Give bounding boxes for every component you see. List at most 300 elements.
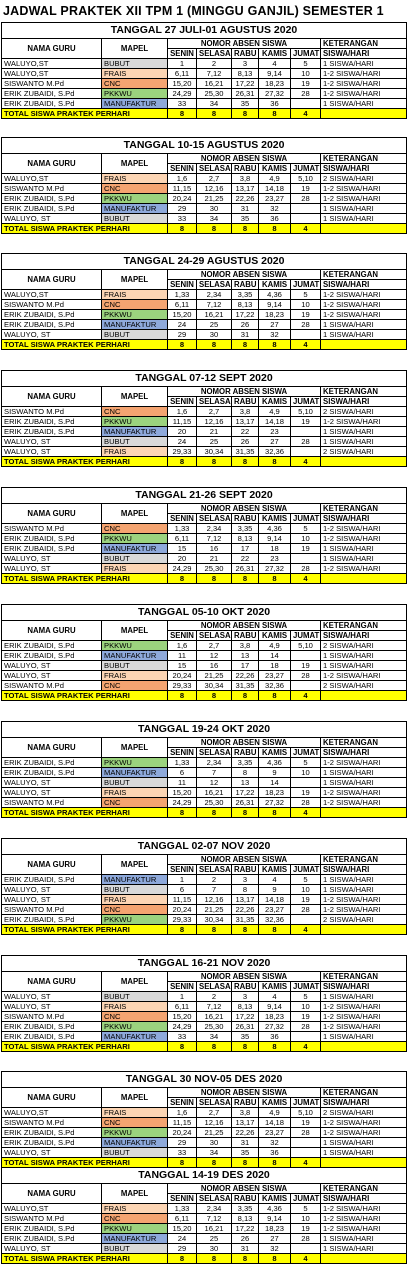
cell-nama-guru: WALUYO, ST bbox=[2, 671, 102, 681]
cell-absen-selasa: 2 bbox=[197, 875, 232, 885]
week-schedule bbox=[0, 137, 408, 234]
cell-keterangan: 2 SISWA/HARI bbox=[321, 447, 407, 457]
cell-nama-guru: ERIK ZUBAIDI, S.Pd bbox=[2, 320, 102, 330]
cell-absen-selasa: 21,25 bbox=[197, 671, 232, 681]
cell-absen-selasa: 30 bbox=[197, 1244, 232, 1254]
cell-mapel: PKKWU bbox=[102, 534, 168, 544]
cell-absen-senin: 15,20 bbox=[168, 310, 197, 320]
cell-nama-guru: SISWANTO M.Pd bbox=[2, 79, 102, 89]
table-row bbox=[2, 1234, 407, 1244]
table-row bbox=[2, 1138, 407, 1148]
cell-absen-kamis: 4,36 bbox=[259, 1204, 291, 1214]
table-row bbox=[2, 1224, 407, 1234]
col-header-nomor-absen: NOMOR ABSEN SISWA bbox=[168, 154, 321, 164]
cell-nama-guru: ERIK ZUBAIDI, S.Pd bbox=[2, 1138, 102, 1148]
cell-nama-guru: WALUYO, ST bbox=[2, 330, 102, 340]
col-header-day: KAMIS bbox=[259, 49, 291, 59]
col-header-nama-guru: NAMA GURU bbox=[2, 387, 102, 407]
cell-absen-kamis: 18,23 bbox=[259, 1012, 291, 1022]
total-value: 8 bbox=[197, 224, 232, 234]
table-row bbox=[2, 885, 407, 895]
col-header-nama-guru: NAMA GURU bbox=[2, 270, 102, 290]
cell-keterangan: 1-2 SISWA/HARI bbox=[321, 1022, 407, 1032]
col-header-nama-guru: NAMA GURU bbox=[2, 504, 102, 524]
week-schedule bbox=[0, 253, 408, 350]
cell-absen-selasa: 25 bbox=[197, 320, 232, 330]
cell-absen-jumat bbox=[291, 1032, 321, 1042]
cell-keterangan: 1-2 SISWA/HARI bbox=[321, 1224, 407, 1234]
total-label: TOTAL SISWA PRAKTEK PERHARI bbox=[2, 691, 168, 701]
cell-absen-kamis: 32 bbox=[259, 1244, 291, 1254]
cell-mapel: CNC bbox=[102, 1012, 168, 1022]
cell-absen-senin: 29 bbox=[168, 330, 197, 340]
cell-nama-guru: ERIK ZUBAIDI, S.Pd bbox=[2, 194, 102, 204]
cell-absen-rabu: 13,17 bbox=[232, 184, 259, 194]
cell-absen-senin: 11,15 bbox=[168, 417, 197, 427]
total-value: 8 bbox=[232, 109, 259, 119]
cell-absen-jumat: 28 bbox=[291, 1128, 321, 1138]
table-row bbox=[2, 437, 407, 447]
cell-absen-rabu: 3,35 bbox=[232, 1204, 259, 1214]
cell-absen-rabu: 35 bbox=[232, 214, 259, 224]
cell-mapel: FRAIS bbox=[102, 447, 168, 457]
cell-keterangan: 1-2 SISWA/HARI bbox=[321, 895, 407, 905]
col-header-nomor-absen: NOMOR ABSEN SISWA bbox=[168, 1184, 321, 1194]
week-schedule bbox=[0, 838, 408, 935]
cell-nama-guru: WALUYO, ST bbox=[2, 788, 102, 798]
cell-absen-senin: 15 bbox=[168, 661, 197, 671]
cell-absen-senin: 24 bbox=[168, 1234, 197, 1244]
cell-nama-guru: WALUYO, ST bbox=[2, 564, 102, 574]
cell-absen-jumat: 19 bbox=[291, 788, 321, 798]
cell-absen-jumat: 28 bbox=[291, 564, 321, 574]
cell-keterangan: 1-2 SISWA/HARI bbox=[321, 905, 407, 915]
cell-absen-selasa: 7 bbox=[197, 885, 232, 895]
total-value: 8 bbox=[259, 808, 291, 818]
table-row bbox=[2, 915, 407, 925]
cell-absen-jumat: 5 bbox=[291, 875, 321, 885]
cell-nama-guru: SISWANTO M.Pd bbox=[2, 1118, 102, 1128]
cell-absen-rabu: 3 bbox=[232, 992, 259, 1002]
col-header-keterangan: KETERANGAN bbox=[321, 270, 407, 280]
cell-absen-selasa: 12 bbox=[197, 651, 232, 661]
total-row bbox=[2, 1042, 407, 1052]
cell-absen-jumat: 10 bbox=[291, 534, 321, 544]
total-row bbox=[2, 691, 407, 701]
cell-keterangan: 1-2 SISWA/HARI bbox=[321, 1012, 407, 1022]
col-header-nama-guru: NAMA GURU bbox=[2, 621, 102, 641]
cell-mapel: PKKWU bbox=[102, 1224, 168, 1234]
table-row bbox=[2, 447, 407, 457]
col-header-siswa-hari: SISWA/HARI bbox=[321, 1194, 407, 1204]
cell-absen-kamis: 27 bbox=[259, 437, 291, 447]
cell-absen-rabu: 26 bbox=[232, 320, 259, 330]
cell-absen-jumat: 28 bbox=[291, 905, 321, 915]
table-row bbox=[2, 194, 407, 204]
total-row bbox=[2, 574, 407, 584]
cell-absen-selasa: 12 bbox=[197, 778, 232, 788]
cell-absen-jumat: 19 bbox=[291, 661, 321, 671]
cell-absen-selasa: 7,12 bbox=[197, 300, 232, 310]
cell-keterangan: 1 SISWA/HARI bbox=[321, 1234, 407, 1244]
col-header-day: SELASA bbox=[197, 865, 232, 875]
cell-keterangan: 1 SISWA/HARI bbox=[321, 768, 407, 778]
cell-nama-guru: WALUYO, ST bbox=[2, 895, 102, 905]
total-label: TOTAL SISWA PRAKTEK PERHARI bbox=[2, 1042, 168, 1052]
total-value: 4 bbox=[291, 808, 321, 818]
cell-absen-kamis: 36 bbox=[259, 214, 291, 224]
week-schedule bbox=[0, 604, 408, 701]
cell-mapel: CNC bbox=[102, 681, 168, 691]
col-header-day: RABU bbox=[232, 865, 259, 875]
col-header-keterangan: KETERANGAN bbox=[321, 504, 407, 514]
cell-absen-kamis: 9 bbox=[259, 885, 291, 895]
schedule-table bbox=[1, 721, 407, 818]
cell-mapel: CNC bbox=[102, 905, 168, 915]
cell-absen-rabu: 31 bbox=[232, 330, 259, 340]
cell-absen-selasa: 2,7 bbox=[197, 641, 232, 651]
cell-mapel: MANUFAKTUR bbox=[102, 875, 168, 885]
cell-absen-jumat: 19 bbox=[291, 1012, 321, 1022]
cell-absen-senin: 11,15 bbox=[168, 895, 197, 905]
cell-mapel: MANUFAKTUR bbox=[102, 544, 168, 554]
col-header-nama-guru: NAMA GURU bbox=[2, 154, 102, 174]
cell-mapel: FRAIS bbox=[102, 1204, 168, 1214]
cell-absen-jumat bbox=[291, 778, 321, 788]
cell-absen-selasa: 21,25 bbox=[197, 1128, 232, 1138]
total-label: TOTAL SISWA PRAKTEK PERHARI bbox=[2, 224, 168, 234]
week-schedule bbox=[0, 721, 408, 818]
col-header-mapel: MAPEL bbox=[102, 621, 168, 641]
cell-absen-jumat: 19 bbox=[291, 184, 321, 194]
cell-absen-kamis: 4,9 bbox=[259, 641, 291, 651]
cell-absen-jumat: 28 bbox=[291, 671, 321, 681]
cell-absen-jumat: 19 bbox=[291, 895, 321, 905]
total-value: 8 bbox=[168, 340, 197, 350]
cell-absen-jumat bbox=[291, 554, 321, 564]
total-value: 8 bbox=[168, 1042, 197, 1052]
total-keterangan-empty bbox=[321, 808, 407, 818]
cell-absen-rabu: 3 bbox=[232, 59, 259, 69]
total-value: 8 bbox=[168, 457, 197, 467]
col-header-day: RABU bbox=[232, 514, 259, 524]
cell-absen-selasa: 30,34 bbox=[197, 915, 232, 925]
cell-absen-kamis: 27 bbox=[259, 320, 291, 330]
cell-nama-guru: ERIK ZUBAIDI, S.Pd bbox=[2, 1032, 102, 1042]
cell-nama-guru: WALUYO, ST bbox=[2, 661, 102, 671]
cell-mapel: PKKWU bbox=[102, 915, 168, 925]
cell-absen-jumat: 19 bbox=[291, 1118, 321, 1128]
cell-nama-guru: WALUYO,ST bbox=[2, 59, 102, 69]
total-row bbox=[2, 1158, 407, 1168]
cell-absen-senin: 20 bbox=[168, 427, 197, 437]
cell-absen-kamis: 14 bbox=[259, 651, 291, 661]
cell-absen-kamis: 14,18 bbox=[259, 895, 291, 905]
col-header-mapel: MAPEL bbox=[102, 387, 168, 407]
total-value: 8 bbox=[197, 340, 232, 350]
cell-absen-senin: 20,24 bbox=[168, 905, 197, 915]
col-header-nomor-absen: NOMOR ABSEN SISWA bbox=[168, 39, 321, 49]
cell-nama-guru: SISWANTO M.Pd bbox=[2, 1012, 102, 1022]
total-value: 8 bbox=[259, 691, 291, 701]
cell-absen-kamis: 18,23 bbox=[259, 79, 291, 89]
cell-absen-selasa: 30 bbox=[197, 330, 232, 340]
col-header-day: RABU bbox=[232, 1098, 259, 1108]
cell-absen-rabu: 31 bbox=[232, 1138, 259, 1148]
cell-nama-guru: ERIK ZUBAIDI, S.Pd bbox=[2, 310, 102, 320]
total-value: 4 bbox=[291, 340, 321, 350]
table-row bbox=[2, 99, 407, 109]
week-date-title: TANGGAL 24-29 AGUSTUS 2020 bbox=[2, 254, 407, 270]
col-header-day: RABU bbox=[232, 397, 259, 407]
cell-keterangan: 1-2 SISWA/HARI bbox=[321, 300, 407, 310]
cell-absen-rabu: 17,22 bbox=[232, 788, 259, 798]
total-row bbox=[2, 457, 407, 467]
cell-absen-jumat bbox=[291, 1138, 321, 1148]
table-row bbox=[2, 184, 407, 194]
cell-absen-kamis: 23,27 bbox=[259, 905, 291, 915]
total-value: 8 bbox=[232, 1254, 259, 1264]
table-row bbox=[2, 534, 407, 544]
cell-absen-senin: 24,29 bbox=[168, 798, 197, 808]
col-header-day: JUMAT bbox=[291, 631, 321, 641]
col-header-keterangan: KETERANGAN bbox=[321, 1088, 407, 1098]
col-header-day: JUMAT bbox=[291, 982, 321, 992]
cell-absen-kamis: 23 bbox=[259, 554, 291, 564]
table-row bbox=[2, 778, 407, 788]
table-row bbox=[2, 214, 407, 224]
table-row bbox=[2, 905, 407, 915]
cell-mapel: FRAIS bbox=[102, 290, 168, 300]
cell-absen-selasa: 2,34 bbox=[197, 290, 232, 300]
cell-mapel: PKKWU bbox=[102, 641, 168, 651]
cell-mapel: PKKWU bbox=[102, 758, 168, 768]
cell-nama-guru: ERIK ZUBAIDI, S.Pd bbox=[2, 544, 102, 554]
table-row bbox=[2, 768, 407, 778]
cell-absen-rabu: 3,8 bbox=[232, 174, 259, 184]
total-keterangan-empty bbox=[321, 1254, 407, 1264]
table-row bbox=[2, 1244, 407, 1254]
schedule-table bbox=[1, 604, 407, 701]
table-row bbox=[2, 671, 407, 681]
cell-absen-selasa: 2,7 bbox=[197, 1108, 232, 1118]
cell-nama-guru: SISWANTO M.Pd bbox=[2, 798, 102, 808]
week-date-title: TANGGAL 16-21 NOV 2020 bbox=[2, 956, 407, 972]
cell-absen-senin: 24,29 bbox=[168, 1022, 197, 1032]
table-row bbox=[2, 788, 407, 798]
cell-mapel: CNC bbox=[102, 798, 168, 808]
total-row bbox=[2, 1254, 407, 1264]
col-header-mapel: MAPEL bbox=[102, 504, 168, 524]
cell-nama-guru: WALUYO, ST bbox=[2, 1148, 102, 1158]
cell-absen-jumat: 19 bbox=[291, 310, 321, 320]
cell-mapel: BUBUT bbox=[102, 554, 168, 564]
cell-absen-senin: 20,24 bbox=[168, 671, 197, 681]
total-value: 8 bbox=[168, 109, 197, 119]
cell-absen-selasa: 34 bbox=[197, 1148, 232, 1158]
cell-absen-rabu: 8,13 bbox=[232, 1214, 259, 1224]
total-row bbox=[2, 224, 407, 234]
week-schedule bbox=[0, 1167, 408, 1264]
total-value: 8 bbox=[232, 1042, 259, 1052]
cell-keterangan: 1-2 SISWA/HARI bbox=[321, 69, 407, 79]
col-header-day: JUMAT bbox=[291, 748, 321, 758]
cell-nama-guru: SISWANTO M.Pd bbox=[2, 300, 102, 310]
col-header-day: KAMIS bbox=[259, 982, 291, 992]
cell-nama-guru: WALUYO, ST bbox=[2, 447, 102, 457]
cell-absen-kamis: 18,23 bbox=[259, 310, 291, 320]
cell-absen-selasa: 7,12 bbox=[197, 1002, 232, 1012]
total-label: TOTAL SISWA PRAKTEK PERHARI bbox=[2, 925, 168, 935]
page-title: JADWAL PRAKTEK XII TPM 1 (MINGGU GANJIL) SEMESTER 1 bbox=[3, 4, 384, 18]
cell-absen-senin: 6,11 bbox=[168, 300, 197, 310]
cell-keterangan: 1-2 SISWA/HARI bbox=[321, 798, 407, 808]
cell-absen-rabu: 8,13 bbox=[232, 534, 259, 544]
col-header-day: SELASA bbox=[197, 631, 232, 641]
table-row bbox=[2, 1128, 407, 1138]
cell-absen-rabu: 3,35 bbox=[232, 290, 259, 300]
cell-mapel: CNC bbox=[102, 184, 168, 194]
cell-absen-senin: 1,6 bbox=[168, 641, 197, 651]
cell-nama-guru: ERIK ZUBAIDI, S.Pd bbox=[2, 99, 102, 109]
total-row bbox=[2, 925, 407, 935]
cell-nama-guru: WALUYO, ST bbox=[2, 554, 102, 564]
table-row bbox=[2, 564, 407, 574]
cell-keterangan: 1-2 SISWA/HARI bbox=[321, 1214, 407, 1224]
table-row bbox=[2, 174, 407, 184]
total-value: 8 bbox=[259, 1158, 291, 1168]
cell-absen-rabu: 13,17 bbox=[232, 417, 259, 427]
cell-absen-kamis: 18,23 bbox=[259, 788, 291, 798]
cell-absen-selasa: 25,30 bbox=[197, 798, 232, 808]
cell-absen-kamis: 32 bbox=[259, 330, 291, 340]
cell-keterangan: 1-2 SISWA/HARI bbox=[321, 788, 407, 798]
col-header-day: JUMAT bbox=[291, 164, 321, 174]
cell-absen-senin: 1,33 bbox=[168, 1204, 197, 1214]
cell-mapel: FRAIS bbox=[102, 174, 168, 184]
table-row bbox=[2, 758, 407, 768]
cell-absen-jumat: 10 bbox=[291, 69, 321, 79]
cell-keterangan: 1-2 SISWA/HARI bbox=[321, 671, 407, 681]
col-header-day: SELASA bbox=[197, 514, 232, 524]
col-header-nama-guru: NAMA GURU bbox=[2, 855, 102, 875]
col-header-keterangan: KETERANGAN bbox=[321, 154, 407, 164]
cell-absen-senin: 29,33 bbox=[168, 447, 197, 457]
col-header-day: JUMAT bbox=[291, 397, 321, 407]
cell-keterangan: 2 SISWA/HARI bbox=[321, 915, 407, 925]
cell-absen-kamis: 14,18 bbox=[259, 184, 291, 194]
cell-absen-senin: 6,11 bbox=[168, 1002, 197, 1012]
cell-nama-guru: ERIK ZUBAIDI, S.Pd bbox=[2, 427, 102, 437]
cell-mapel: PKKWU bbox=[102, 1128, 168, 1138]
cell-mapel: PKKWU bbox=[102, 194, 168, 204]
cell-nama-guru: ERIK ZUBAIDI, S.Pd bbox=[2, 534, 102, 544]
cell-absen-senin: 1 bbox=[168, 992, 197, 1002]
cell-keterangan: 1-2 SISWA/HARI bbox=[321, 534, 407, 544]
col-header-nomor-absen: NOMOR ABSEN SISWA bbox=[168, 1088, 321, 1098]
cell-absen-jumat: 19 bbox=[291, 544, 321, 554]
cell-absen-kamis: 23,27 bbox=[259, 671, 291, 681]
cell-absen-selasa: 21 bbox=[197, 427, 232, 437]
cell-absen-rabu: 3,8 bbox=[232, 407, 259, 417]
table-row bbox=[2, 1032, 407, 1042]
cell-absen-senin: 1 bbox=[168, 875, 197, 885]
col-header-day: KAMIS bbox=[259, 397, 291, 407]
cell-absen-selasa: 12,16 bbox=[197, 1118, 232, 1128]
total-label: TOTAL SISWA PRAKTEK PERHARI bbox=[2, 109, 168, 119]
col-header-day: SELASA bbox=[197, 164, 232, 174]
cell-absen-senin: 6,11 bbox=[168, 69, 197, 79]
col-header-mapel: MAPEL bbox=[102, 1088, 168, 1108]
total-value: 8 bbox=[197, 808, 232, 818]
cell-absen-jumat bbox=[291, 915, 321, 925]
total-value: 8 bbox=[259, 925, 291, 935]
cell-keterangan: 1-2 SISWA/HARI bbox=[321, 89, 407, 99]
cell-nama-guru: SISWANTO M.Pd bbox=[2, 407, 102, 417]
total-value: 8 bbox=[232, 691, 259, 701]
table-row bbox=[2, 79, 407, 89]
cell-absen-senin: 15,20 bbox=[168, 788, 197, 798]
cell-absen-jumat: 5 bbox=[291, 59, 321, 69]
col-header-day: KAMIS bbox=[259, 865, 291, 875]
cell-absen-rabu: 3,35 bbox=[232, 524, 259, 534]
total-label: TOTAL SISWA PRAKTEK PERHARI bbox=[2, 457, 168, 467]
col-header-day: SENIN bbox=[168, 280, 197, 290]
cell-mapel: MANUFAKTUR bbox=[102, 99, 168, 109]
cell-mapel: BUBUT bbox=[102, 1244, 168, 1254]
total-value: 8 bbox=[259, 224, 291, 234]
col-header-day: JUMAT bbox=[291, 1194, 321, 1204]
total-value: 8 bbox=[197, 109, 232, 119]
cell-keterangan: 1-2 SISWA/HARI bbox=[321, 290, 407, 300]
cell-nama-guru: WALUYO, ST bbox=[2, 992, 102, 1002]
col-header-keterangan: KETERANGAN bbox=[321, 39, 407, 49]
cell-nama-guru: WALUYO,ST bbox=[2, 290, 102, 300]
cell-absen-senin: 29,33 bbox=[168, 681, 197, 691]
cell-mapel: CNC bbox=[102, 1118, 168, 1128]
total-value: 8 bbox=[197, 1254, 232, 1264]
table-row bbox=[2, 895, 407, 905]
col-header-day: KAMIS bbox=[259, 631, 291, 641]
total-keterangan-empty bbox=[321, 1158, 407, 1168]
cell-nama-guru: ERIK ZUBAIDI, S.Pd bbox=[2, 417, 102, 427]
col-header-siswa-hari: SISWA/HARI bbox=[321, 1098, 407, 1108]
total-label: TOTAL SISWA PRAKTEK PERHARI bbox=[2, 808, 168, 818]
col-header-day: SENIN bbox=[168, 397, 197, 407]
cell-nama-guru: SISWANTO M.Pd bbox=[2, 524, 102, 534]
cell-absen-jumat: 28 bbox=[291, 798, 321, 808]
cell-keterangan: 1 SISWA/HARI bbox=[321, 992, 407, 1002]
total-value: 8 bbox=[259, 1254, 291, 1264]
cell-keterangan: 2 SISWA/HARI bbox=[321, 681, 407, 691]
col-header-siswa-hari: SISWA/HARI bbox=[321, 514, 407, 524]
total-keterangan-empty bbox=[321, 457, 407, 467]
cell-absen-selasa: 12,16 bbox=[197, 895, 232, 905]
total-value: 8 bbox=[232, 1158, 259, 1168]
total-value: 4 bbox=[291, 574, 321, 584]
col-header-day: SENIN bbox=[168, 865, 197, 875]
week-date-title: TANGGAL 21-26 SEPT 2020 bbox=[2, 488, 407, 504]
cell-absen-senin: 1,33 bbox=[168, 758, 197, 768]
cell-absen-jumat: 5 bbox=[291, 1204, 321, 1214]
cell-absen-rabu: 8 bbox=[232, 885, 259, 895]
cell-absen-rabu: 13,17 bbox=[232, 1118, 259, 1128]
cell-nama-guru: WALUYO,ST bbox=[2, 174, 102, 184]
col-header-mapel: MAPEL bbox=[102, 738, 168, 758]
col-header-day: RABU bbox=[232, 631, 259, 641]
cell-absen-senin: 6,11 bbox=[168, 534, 197, 544]
cell-absen-senin: 33 bbox=[168, 1148, 197, 1158]
